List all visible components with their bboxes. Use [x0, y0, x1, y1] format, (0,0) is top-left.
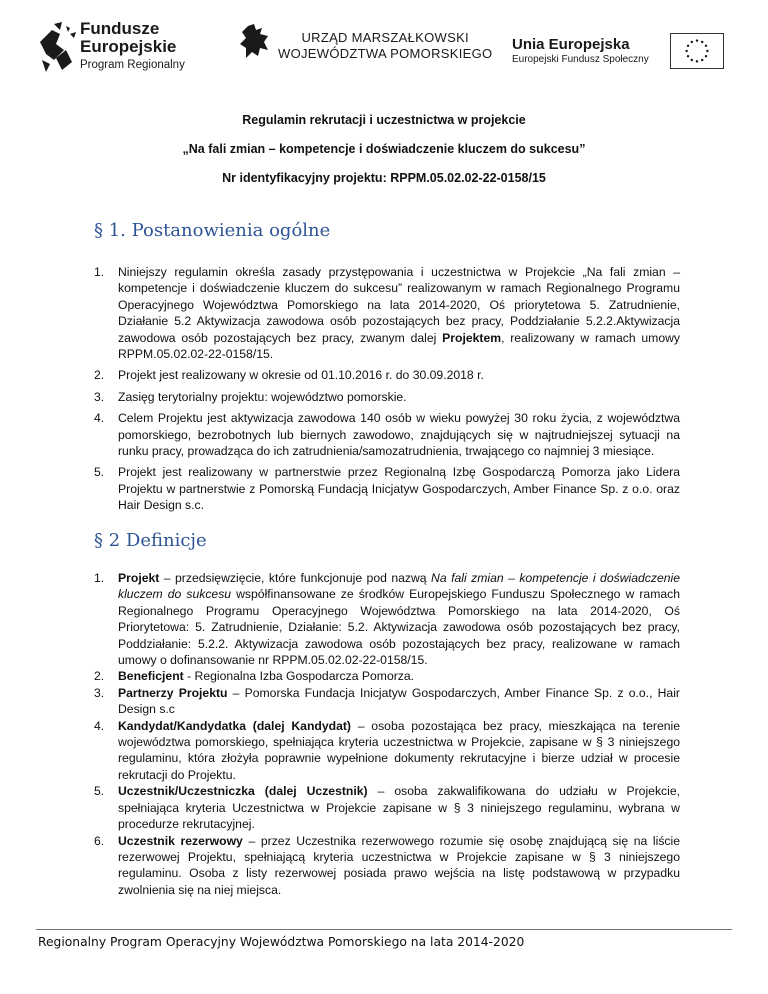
list-item — [94, 833, 680, 899]
item-number: 1. — [94, 571, 105, 585]
item-text: – przedsięwzięcie, które funkcjonuje pod nazwą — [159, 571, 432, 585]
urzad-line-1: URZĄD MARSZAŁKOWSKI — [301, 30, 469, 45]
urzad-line-2: WOJEWÓDZTWA POMORSKIEGO — [278, 46, 493, 61]
item-text: Celem Projektu jest aktywizacja zawodowa 140 osób w wieku powyżej 30 roku życia, z województwa pomorskiego, bezrobotnych lub biernych zawodowo, znajdujących się w najtrudniejszej sytuacji na runku pracy, prowadząca do ich zatrudnienia/samozatrudnienia, trwającego co najmniej 3 miesiące. — [118, 411, 680, 459]
title-line-3: Nr identyfikacyjny projektu: RPPM.05.02.02-22-0158/15 — [222, 171, 546, 185]
item-bold: Uczestnik/Uczestniczka (dalej Uczestnik) — [118, 784, 368, 799]
list-item — [94, 570, 680, 668]
page-header — [0, 0, 768, 90]
list-item — [94, 685, 680, 718]
fe-logo-text — [80, 20, 185, 73]
list-item — [94, 783, 680, 832]
item-number: 2. — [94, 669, 105, 684]
item-number: 5. — [94, 784, 105, 799]
title-line-2: „Na fali zmian – kompetencje i doświadczenie kluczem do sukcesu” — [182, 142, 586, 156]
item-number: 2. — [94, 368, 105, 383]
eu-flag-icon — [670, 33, 724, 69]
item-text: Projekt jest realizowany w okresie od 01.10.2016 r. do 30.09.2018 r. — [118, 368, 484, 383]
list-item — [94, 718, 680, 784]
list-item — [94, 668, 680, 684]
unia-europejska-label — [512, 36, 649, 67]
item-text: – Pomorska Fundacja Inicjatyw Gospodarczych, Amber Finance Sp. z o.o., Hair Design s.c — [118, 685, 680, 717]
document-title — [0, 112, 768, 199]
fe-line-3: Program Regionalny — [80, 59, 185, 71]
item-number: 1. — [94, 265, 105, 279]
item-text: - Regionalna Izba Gospodarcza Pomorza. — [183, 669, 415, 684]
list-item — [94, 264, 680, 362]
pomorskie-griffin-icon — [238, 22, 272, 62]
section-1-heading: § 1. Postanowienia ogólne — [94, 220, 331, 241]
item-bold: Partnerzy Projektu — [118, 685, 228, 700]
urzad-marszalkowski-label — [278, 30, 492, 62]
section-2-heading: § 2 Definicje — [94, 530, 207, 551]
item-bold: Projektem — [442, 330, 502, 345]
item-bold: Uczestnik rezerwowy — [118, 833, 243, 848]
ue-title: Unia Europejska — [512, 36, 630, 53]
footer-divider — [36, 929, 732, 930]
section-2-list — [94, 570, 680, 898]
page-footer: Regionalny Program Operacyjny Województwa Pomorskiego na lata 2014-2020 — [38, 935, 525, 949]
list-item — [94, 389, 680, 405]
item-text: – osoba zakwalifikowana do udziału w Projekcie, spełniająca kryteria Uczestnictwa w Projekcie zapisane w § 3 niniejszego regulaminu, wybrana w procedurze rekrutacyjnej. — [118, 784, 681, 832]
item-text: – osoba pozostająca bez pracy, mieszkająca na terenie województwa pomorskiego, spełniająca kryteria uczestnictwa w Projekcie, zapisane w § 3 niniejszego regulaminu, która złożyła poprawnie wypełnione dokumenty rekrutacyjne i bierze udział w procesie rekrutacji do Projektu. — [118, 718, 680, 782]
item-text: Niniejszy regulamin określa zasady przystępowania i uczestnictwa w Projekcie „Na fali zmian – kompetencje i doświadczenie kluczem do sukcesu” realizowanym w ramach Regionalnego Programu Operacyjnego Województwa Pomorskiego na lata 2014-2020, Oś priorytetowa 5. Zatrudnienie, Działanie 5.2 Aktywizacja zawodowa osób pozostających bez pracy, Poddziałanie 5.2.2.Aktywizacja zawodowa osób pozostających bez pracy, zwanym dalej — [118, 265, 680, 345]
item-bold: Projekt — [118, 571, 160, 585]
fe-line-2: Europejskie — [80, 37, 177, 56]
item-number: 6. — [94, 833, 105, 848]
item-text: współfinansowane ze środków Europejskiego Funduszu Społecznego w ramach Regionalnego Programu Operacyjnego Województwa Pomorskiego na lata 2014-2020, Oś Priorytetowa: 5. Zatrudnienie, Działanie: 5.2. Aktywizacja zawodowa osób pozostających bez pracy, Poddziałanie: 5.2.2. Aktywizacja zawodowa osób pozostających bez pracy, realizowane w ramach umowy o dofinansowanie nr RPPM.05.02.02-22-0158/15. — [118, 587, 680, 668]
item-text: Zasięg terytorialny projektu: województwo pomorskie. — [118, 389, 407, 404]
ue-subtitle: Europejski Fundusz Społeczny — [512, 54, 649, 65]
item-number: 4. — [94, 718, 105, 733]
item-text: Projekt jest realizowany w partnerstwie przez Regionalną Izbę Gospodarczą Pomorza jako Lidera Projektu w partnerstwie z Pomorską Fundacją Inicjatyw Gospodarczych, Amber Finance Sp. z o.o. oraz Hair Design s.c. — [118, 465, 680, 513]
section-1-list — [94, 264, 680, 519]
item-number: 3. — [94, 389, 105, 404]
item-text: , realizowany w ramach umowy RPPM.05.02.02-22-0158/15. — [118, 330, 680, 362]
fe-line-1: Fundusze — [80, 19, 160, 38]
item-number: 5. — [94, 465, 105, 480]
item-italic: Na fali zmian – kompetencje i doświadczenie kluczem do sukcesu — [118, 571, 680, 602]
item-text: – przez Uczestnika rezerwowego rozumie się osobę znajdującą się na liście rezerwowej Projektu, spełniającą kryteria uczestnictwa w Projekcie zapisane w § 3 niniejszego regulaminu. Osoba z listy rezerwowej posiada prawo wejścia na listę podstawową w przypadku zwolnienia się na niej miejsca. — [118, 833, 680, 897]
list-item — [94, 410, 680, 459]
list-item — [94, 464, 680, 513]
title-line-1: Regulamin rekrutacji i uczestnictwa w projekcie — [242, 113, 526, 127]
item-number: 3. — [94, 685, 105, 700]
item-number: 4. — [94, 411, 105, 426]
item-bold: Beneficjent — [118, 669, 184, 684]
item-bold: Kandydat/Kandydatka (dalej Kandydat) — [118, 718, 351, 733]
list-item — [94, 367, 680, 383]
